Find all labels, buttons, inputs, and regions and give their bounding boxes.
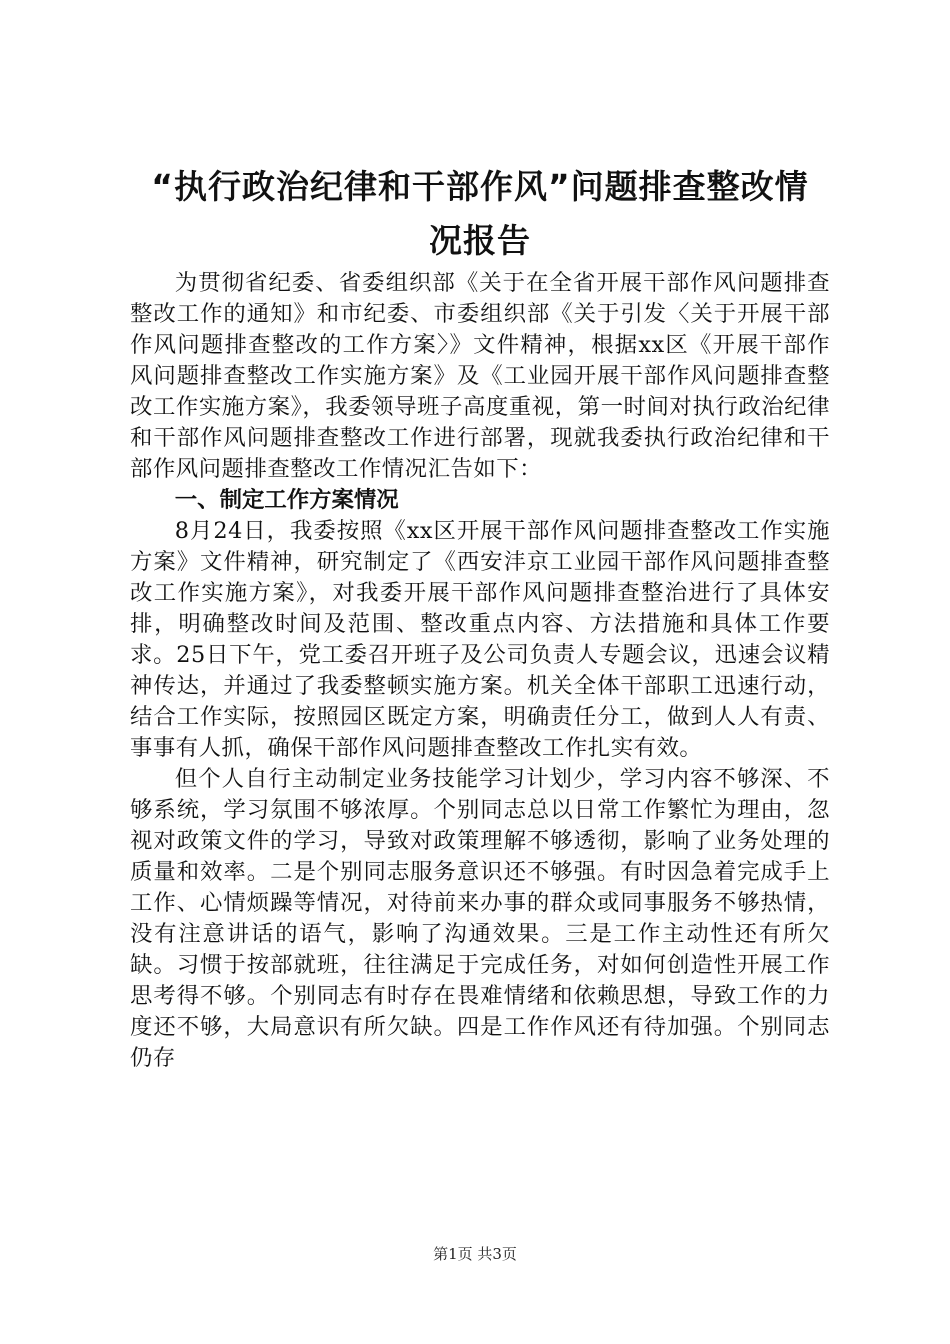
- section-heading-1: 一、制定工作方案情况: [174, 487, 399, 513]
- section-1-paragraph: 8月24日，我委按照《xx区开展干部作风问题排查整改工作实施方案》文件精神，研究制定了《西安沣京工业园干部作风问题排查整改工作实施方案》，对我委开展干部作风问题排查整治进行了具体安排，明确整改时间及范围、整改重点内容、方法措施和具体工作要求。25日下午，党工委召开班子及公司负责人专题会议，迅速会议精神传达，并通过了我委整顿实施方案。机关全体干部职工迅速行动，结合工作实际，按照园区既定方案，明确责任分工，做到人人有责、事事有人抓，确保干部作风问题排查整改工作扎实有效。: [130, 518, 830, 761]
- paragraph-3: 但个人自行主动制定业务技能学习计划少，学习内容不够深、不够系统，学习氛围不够浓厚。个别同志总以日常工作繁忙为理由，忽视对政策文件的学习，导致对政策理解不够透彻，影响了业务处理的质量和效率。二是个别同志服务意识还不够强。有时因急着完成手上工作、心情烦躁等情况，对待前来办事的群众或同事服务不够热情，没有注意讲话的语气，影响了沟通效果。三是工作主动性还有所欠缺。习惯于按部就班，往往满足于完成任务，对如何创造性开展工作思考得不够。个别同志有时存在畏难情绪和依赖思想，导致工作的力度还不够，大局意识有所欠缺。四是工作作风还有待加强。个别同志仍存: [130, 766, 830, 1071]
- document-title-line-2: 况报告: [429, 221, 531, 260]
- document-title-line-1: “执行政治纪律和干部作风”问题排查整改情: [151, 167, 809, 206]
- document-title: [130, 160, 830, 268]
- intro-paragraph: 为贯彻省纪委、省委组织部《关于在全省开展干部作风问题排查整改工作的通知》和市纪委、市委组织部《关于引发〈关于开展干部作风问题排查整改的工作方案〉》文件精神，根据xx区《开展干部作风问题排查整改工作实施方案》及《工业园开展干部作风问题排查整改工作实施方案》，我委领导班子高度重视，第一时间对执行政治纪律和干部作风问题排查整改工作进行部署，现就我委执行政治纪律和干部作风问题排查整改工作情况汇告如下：: [130, 270, 830, 482]
- document-page: [130, 160, 830, 1074]
- page-footer: [0, 1243, 950, 1264]
- document-body: [130, 268, 830, 1074]
- page-number: 第1页 共3页: [433, 1245, 517, 1263]
